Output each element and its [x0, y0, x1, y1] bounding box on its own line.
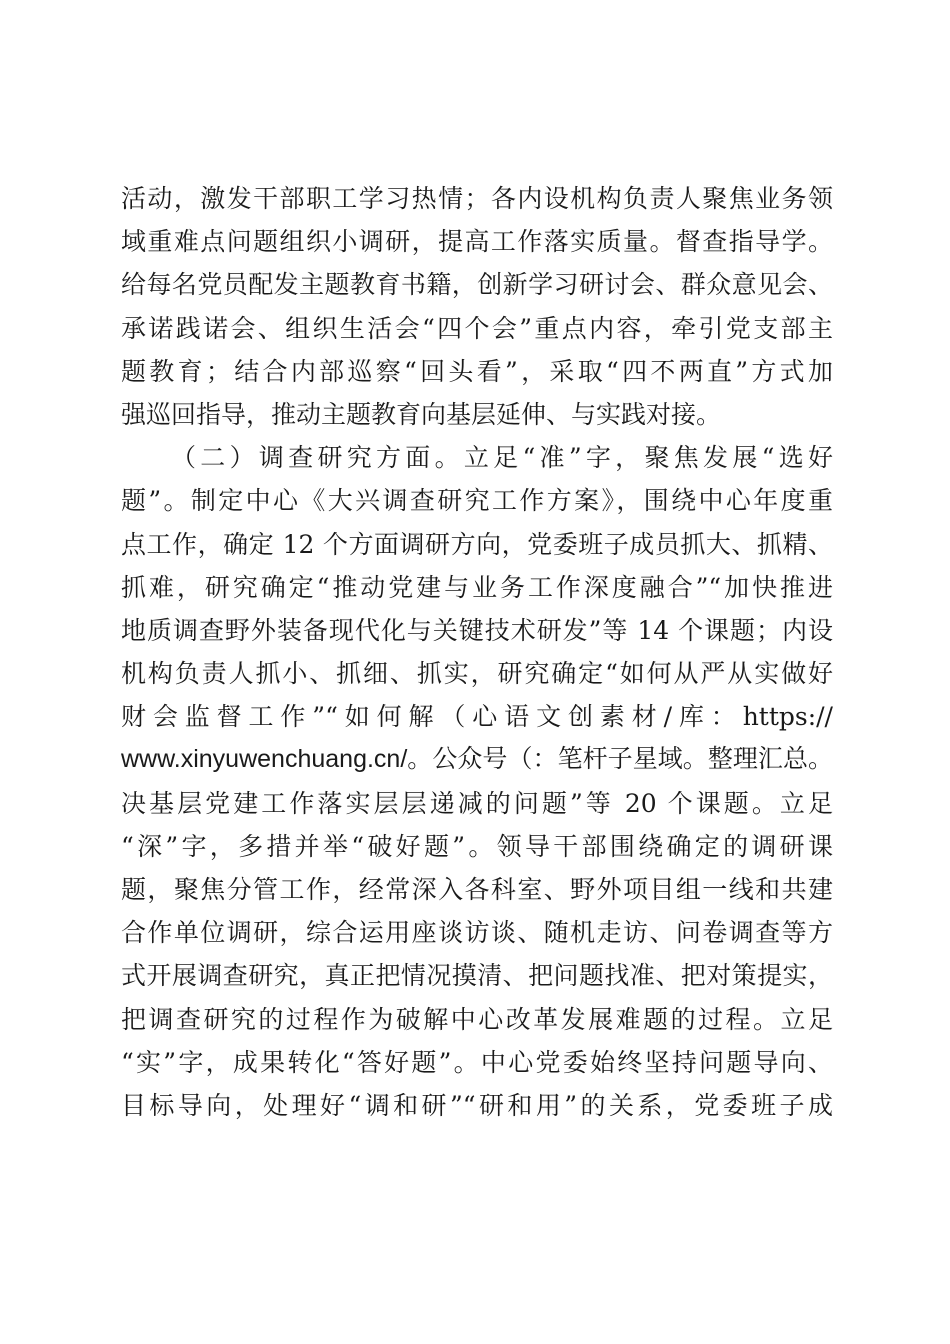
text-line: 题，聚焦分管工作，经常深入各科室、野外项目组一线和共建 [121, 875, 833, 904]
text-line: “深”字，多措并举“破好题”。领导干部围绕确定的调研课 [121, 831, 833, 861]
text-line: 活动，激发干部职工学习热情；各内设机构负责人聚焦业务领 [121, 184, 833, 213]
text-line: 强巡回指导，推动主题教育向基层延伸、与实践对接。 [121, 399, 722, 429]
text-line: 式开展调查研究，真正把情况摸清、把问题找准、把对策提实， [121, 961, 833, 991]
text-line: 地质调查野外装备现代化与关键技术研发”等 14 个课题；内设 [121, 615, 833, 645]
text-line: 把调查研究的过程作为破解中心改革发展难题的过程。立足 [121, 1004, 833, 1034]
text-line: 点工作，确定 12 个方面调研方向，党委班子成员抓大、抓精、 [121, 529, 833, 559]
url-text-line: www.xinyuwenchuang.cn/。公众号（：笔杆子星域。整理汇总。 [121, 745, 833, 774]
text-line: 抓难，研究确定“推动党建与业务工作深度融合”“加快推进 [121, 572, 833, 602]
text-line: 域重难点问题组织小调研，提高工作落实质量。督查指导学。 [121, 227, 833, 257]
section-heading-line: （二）调查研究方面。立足“准”字，聚焦发展“选好 [171, 443, 833, 473]
text-line: 给每名党员配发主题教育书籍，创新学习研讨会、群众意见会、 [121, 270, 833, 300]
text-line: “实”字，成果转化“答好题”。中心党委始终坚持问题导向、 [121, 1047, 833, 1077]
text-line: 承诺践诺会、组织生活会“四个会”重点内容，牵引党支部主 [121, 313, 833, 343]
text-line: 目标导向，处理好“调和研”“研和用”的关系，党委班子成 [121, 1090, 833, 1120]
text-line: 财会监督工作”“如何解（心语文创素材/库：https:// [121, 702, 833, 732]
text-line: 合作单位调研，综合运用座谈访谈、随机走访、问卷调查等方 [121, 918, 833, 948]
text-line: 决基层党建工作落实层层递减的问题”等 20 个课题。立足 [121, 788, 833, 818]
text-line: 机构负责人抓小、抓细、抓实，研究确定“如何从严从实做好 [121, 659, 833, 689]
body-text [121, 177, 833, 1127]
text-line: 题”。制定中心《大兴调查研究工作方案》，围绕中心年度重 [121, 486, 833, 516]
text-line: 题教育；结合内部巡察“回头看”，采取“四不两直”方式加 [121, 356, 833, 386]
